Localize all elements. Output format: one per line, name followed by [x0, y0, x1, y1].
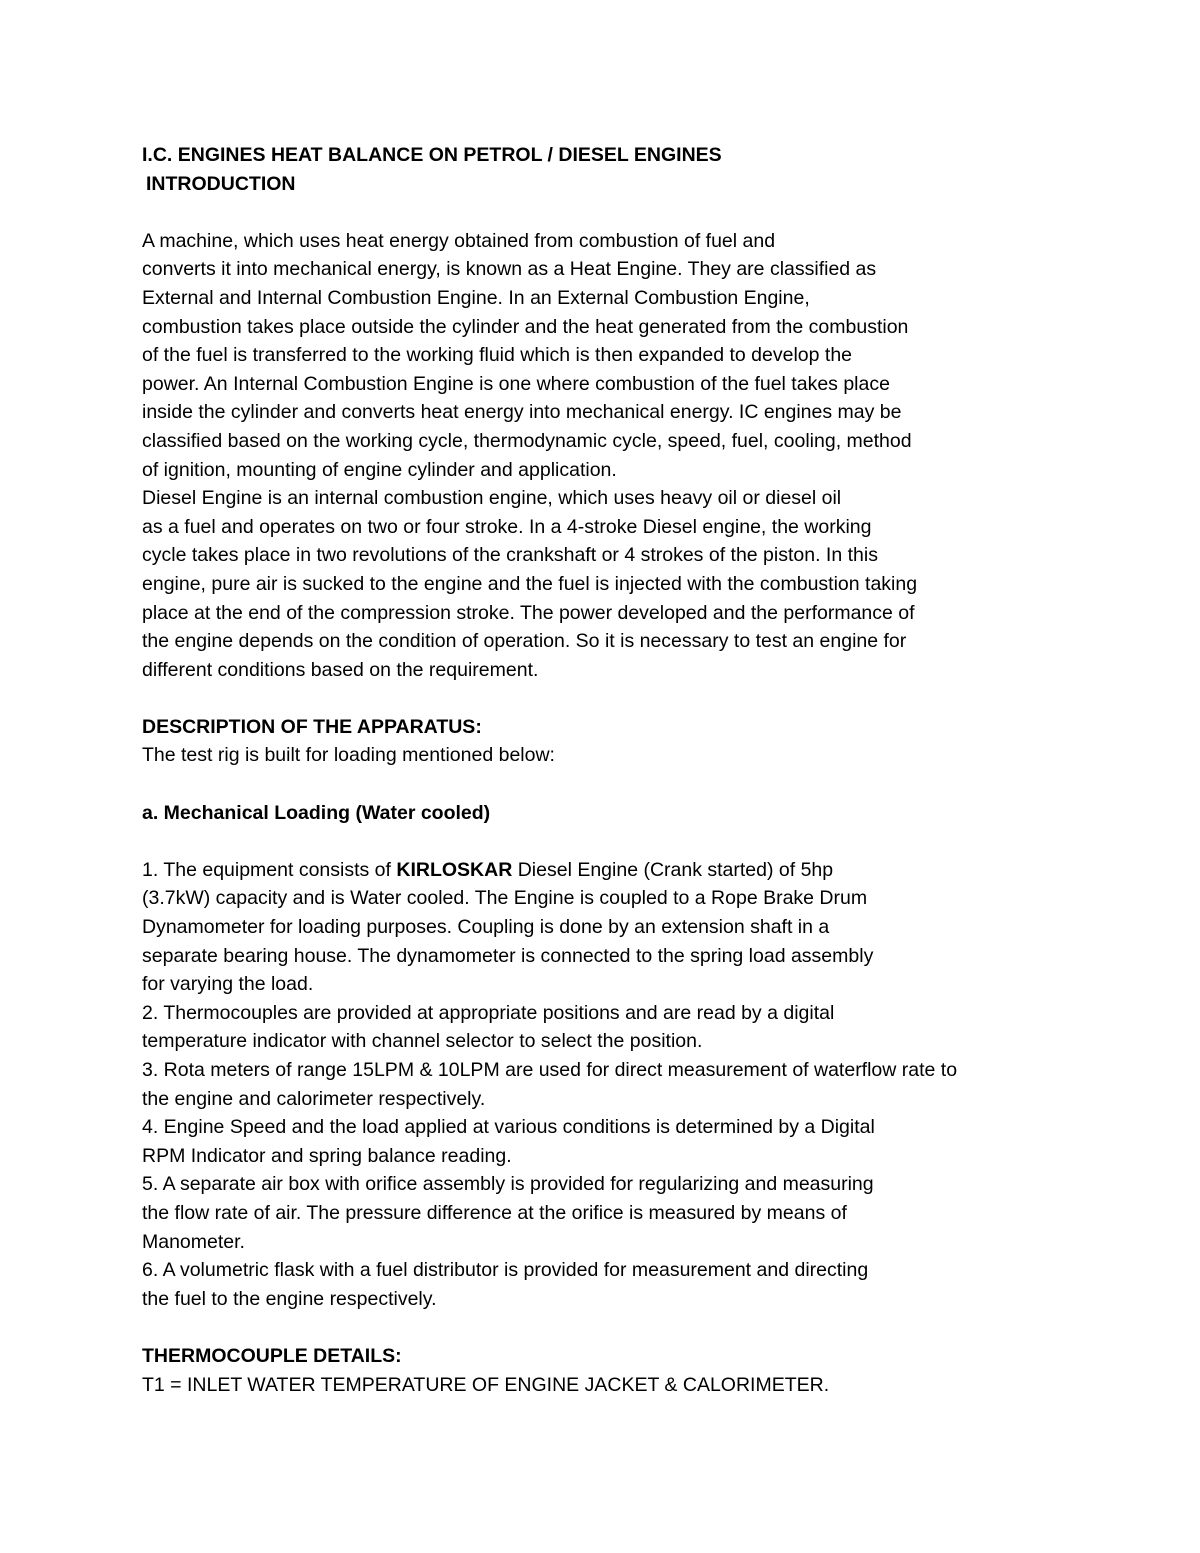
text-line: as a fuel and operates on two or four stroke. In a 4-stroke Diesel engine, the working [142, 515, 872, 538]
text-line: (3.7kW) capacity and is Water cooled. The Engine is coupled to a Rope Brake Drum [142, 887, 868, 910]
document-title: I.C. ENGINES HEAT BALANCE ON PETROL / DIESEL ENGINES [142, 144, 722, 166]
thermocouple-heading: THERMOCOUPLE DETAILS: [142, 1344, 402, 1367]
spacer [142, 770, 1142, 799]
text-line: power. An Internal Combustion Engine is one where combustion of the fuel takes place [142, 372, 890, 395]
text-line: combustion takes place outside the cylinder and the heat generated from the combustion [142, 315, 909, 338]
text-line: converts it into mechanical energy, is known as a Heat Engine. They are classified as [142, 258, 877, 281]
text-line: the engine depends on the condition of operation. So it is necessary to test an engine for [142, 630, 907, 653]
document-page [142, 141, 1142, 1399]
text-line: 5. A separate air box with orifice assembly is provided for regularizing and measuring [142, 1173, 874, 1196]
text-line: for varying the load. [142, 973, 314, 996]
text-line: place at the end of the compression stroke. The power developed and the performance of [142, 601, 915, 624]
text-line: 6. A volumetric flask with a fuel distributor is provided for measurement and directing [142, 1259, 869, 1282]
mechanical-loading-subheading: a. Mechanical Loading (Water cooled) [142, 801, 491, 824]
spacer [142, 198, 1142, 227]
text-line: 4. Engine Speed and the load applied at various conditions is determined by a Digital [142, 1116, 875, 1139]
text-line: different conditions based on the requirement. [142, 658, 539, 681]
brand-name: KIRLOSKAR [396, 858, 513, 881]
item-1-prefix: 1. The equipment consists of [142, 858, 397, 881]
item-1-suffix: Diesel Engine (Crank started) of 5hp [512, 858, 834, 881]
text-line: the engine and calorimeter respectively. [142, 1087, 486, 1110]
apparatus-item-1 [142, 856, 1142, 885]
introduction-heading: INTRODUCTION [146, 172, 296, 195]
text-line: Dynamometer for loading purposes. Coupling is done by an extension shaft in a [142, 916, 830, 939]
text-line: of the fuel is transferred to the working fluid which is then expanded to develop the [142, 344, 853, 367]
spacer [142, 1313, 1142, 1342]
text-line: A machine, which uses heat energy obtained from combustion of fuel and [142, 229, 776, 252]
thermocouple-t1: T1 = INLET WATER TEMPERATURE OF ENGINE JACKET & CALORIMETER. [142, 1373, 830, 1396]
apparatus-intro: The test rig is built for loading mentioned below: [142, 744, 555, 767]
text-line: classified based on the working cycle, thermodynamic cycle, speed, fuel, cooling, method [142, 429, 912, 452]
text-line: RPM Indicator and spring balance reading. [142, 1144, 512, 1167]
text-line: inside the cylinder and converts heat energy into mechanical energy. IC engines may be [142, 401, 902, 424]
text-line: 2. Thermocouples are provided at appropriate positions and are read by a digital [142, 1001, 835, 1024]
text-line: separate bearing house. The dynamometer is connected to the spring load assembly [142, 944, 874, 967]
text-line: 3. Rota meters of range 15LPM & 10LPM are used for direct measurement of waterflow rate to [142, 1059, 958, 1081]
introduction-paragraph-1 [142, 227, 1142, 484]
text-line: cycle takes place in two revolutions of the crankshaft or 4 strokes of the piston. In this [142, 544, 878, 567]
apparatus-heading: DESCRIPTION OF THE APPARATUS: [142, 715, 482, 738]
text-line: Manometer. [142, 1230, 245, 1253]
text-line: External and Internal Combustion Engine. In an External Combustion Engine, [142, 286, 810, 309]
text-line: Diesel Engine is an internal combustion engine, which uses heavy oil or diesel oil [142, 487, 842, 510]
text-line: the flow rate of air. The pressure difference at the orifice is measured by means of [142, 1201, 847, 1224]
text-line: temperature indicator with channel selector to select the position. [142, 1030, 703, 1053]
text-line: the fuel to the engine respectively. [142, 1287, 437, 1310]
apparatus-list [142, 884, 1142, 1313]
spacer [142, 684, 1142, 713]
text-line: engine, pure air is sucked to the engine and the fuel is injected with the combustion taking [142, 572, 918, 595]
introduction-paragraph-2 [142, 484, 1142, 684]
text-line: of ignition, mounting of engine cylinder and application. [142, 458, 617, 481]
spacer [142, 827, 1142, 856]
